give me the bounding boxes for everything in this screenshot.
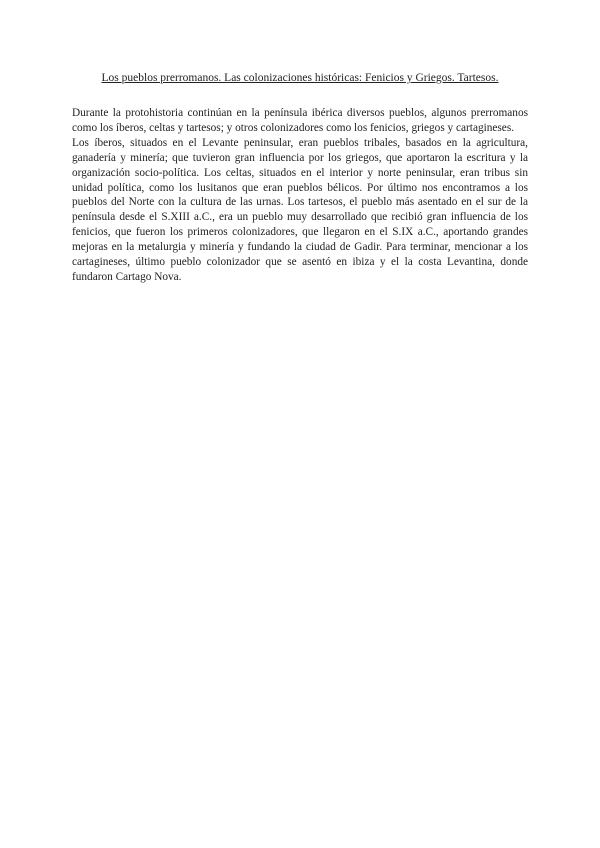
document-body [72,106,528,285]
document-title: Los pueblos prerromanos. Las colonizaciones históricas: Fenicios y Griegos. Tartesos. [101,72,499,84]
paragraph-intro: Durante la protohistoria continúan en la península ibérica diversos pueblos, algunos prerromanos como los íberos, celtas y tartesos; y otros colonizadores como los fenicios, griegos y cartagineses. [72,107,528,134]
paragraph-pueblos: Los íberos, situados en el Levante peninsular, eran pueblos tribales, basados en la agricultura, ganadería y minería; que tuvieron gran influencia por los griegos, que aportaron la escritura y la organización socio-política. Los celtas, situados en el interior y norte peninsular, eran tribus sin unidad política, como los lusitanos que eran pueblos bélicos. Por último nos encontramos a los pueblos del Norte con la cultura de las urnas. Los tartesos, el pueblo más asentado en el sur de la península desde el S.XIII a.C., era un pueblo muy desarrollado que recibió gran influencia de los fenicios, que fueron los primeros colonizadores, que llegaron en el S.IX a.C., aportando grandes mejoras en la metalurgia y minería y fundando la ciudad de Gadir. Para terminar, mencionar a los cartagineses, último pueblo colonizador que se asentó en ibiza y el la costa Levantina, donde fundaron Cartago Nova. [72,136,528,283]
